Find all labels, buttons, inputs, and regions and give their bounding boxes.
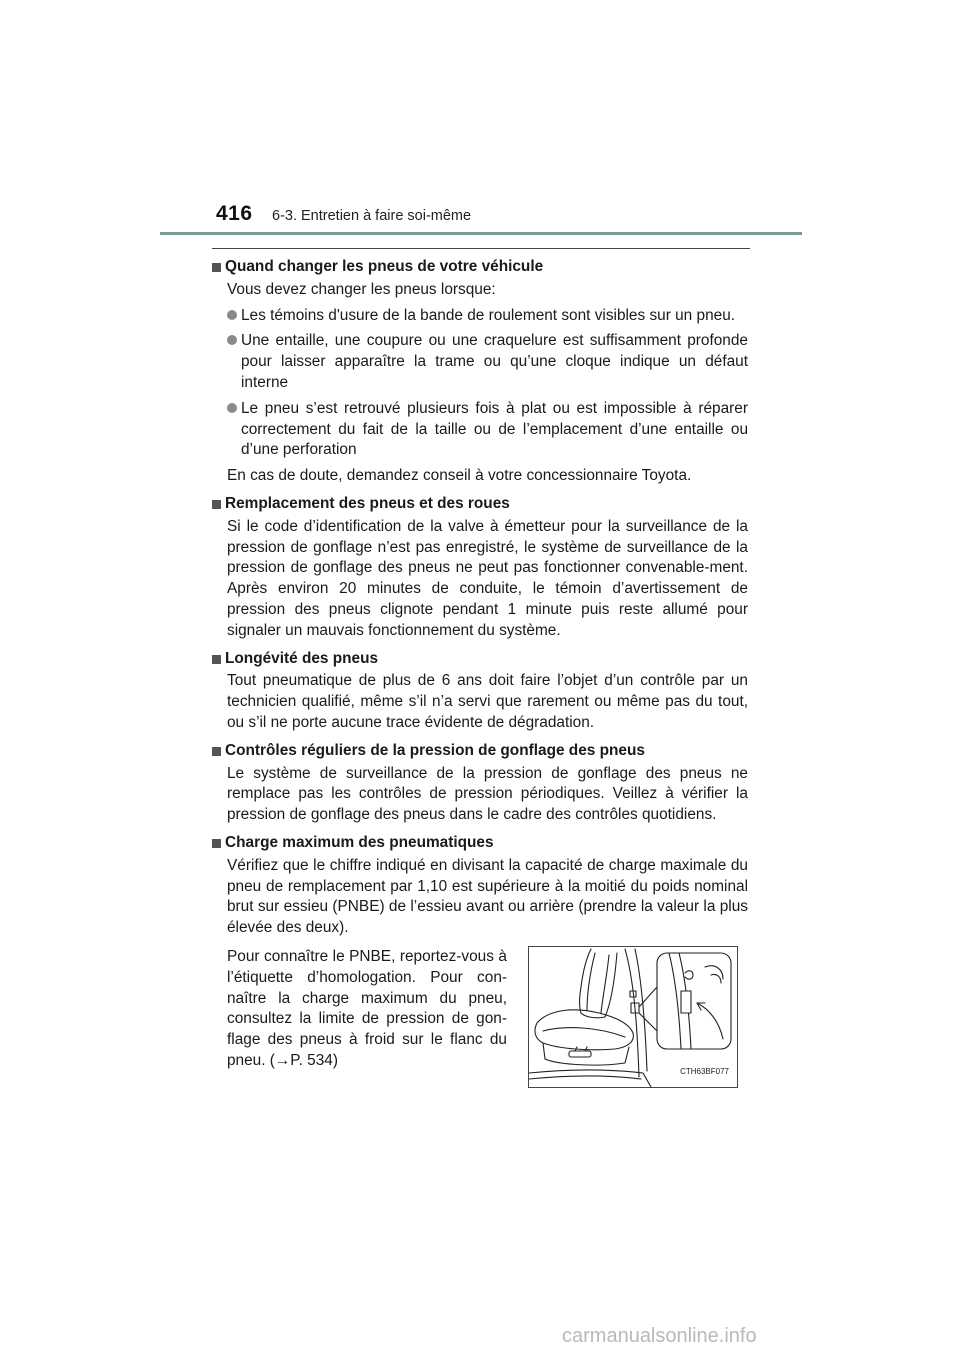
- paragraph: Vérifiez que le chiffre indiqué en divisant la capacité de charge maximale du pneu de remplacement par 1,10 est supérieure à la moitié du poids nominal brut sur essieu (PNBE) de l’essieu avant ou arrière (prendre la valeur la plus élevée des deux).: [227, 856, 748, 937]
- square-bullet-icon: [212, 655, 221, 664]
- section-title-text: Charge maximum des pneumatiques: [225, 833, 494, 851]
- certification-label-illustration: [528, 946, 738, 1088]
- square-bullet-icon: [212, 500, 221, 509]
- square-bullet-icon: [212, 839, 221, 848]
- paragraph: Tout pneumatique de plus de 6 ans doit faire l’objet d’un contrôle par un technicien qualifié, même s’il n’a servi que rarement ou même pas du tout, ou s’il ne porte aucune trace évidente de dégradation.: [227, 672, 748, 731]
- circle-bullet-icon: [227, 403, 237, 413]
- square-bullet-icon: [212, 747, 221, 756]
- section-title-text: Contrôles réguliers de la pression de gonflage des pneus: [225, 741, 645, 759]
- section-title-text: Longévité des pneus: [225, 649, 379, 667]
- bullet-item: [212, 331, 748, 393]
- bullet-text: Le pneu s’est retrouvé plusieurs fois à plat ou est impossible à réparer correctement du fait de la taille ou de l’emplacement d’une entaille ou d’une perforation: [241, 399, 748, 459]
- square-bullet-icon: [212, 263, 221, 272]
- section-title: [212, 257, 748, 278]
- page-content: [212, 254, 748, 1094]
- paragraph: Vous devez changer les pneus lorsque:: [227, 280, 496, 298]
- bullet-item: [212, 399, 748, 461]
- section-title: [212, 649, 748, 670]
- section-title: [212, 741, 748, 762]
- circle-bullet-icon: [227, 335, 237, 345]
- figure-description: Pour connaître le PNBE, reportez-vous à l’étiquette d’homologation. Pour con-naître la charge maximum du pneu, consultez la limite de pression de gon-flage des pneus à froid sur le flanc du pneu. (→P. 534): [227, 947, 507, 1069]
- circle-bullet-icon: [227, 310, 237, 320]
- section-title-text: Quand changer les pneus de votre véhicule: [225, 258, 544, 275]
- paragraph: Si le code d’identification de la valve à émetteur pour la surveillance de la pression de gonflage n’est pas enregistré, le système de surveillance de la pression de gonflage des pneus ne peut pas fonctionner convenable-ment. Après environ 20 minutes de conduite, le témoin d’avertissement de pression des pneus clignote pendant 1 minute puis reste allumé pour signaler un mauvais fonctionnement du système.: [227, 517, 748, 639]
- paragraph: En cas de doute, demandez conseil à votre concessionnaire Toyota.: [227, 467, 692, 485]
- chapter-title: 6-3. Entretien à faire soi-même: [272, 208, 472, 224]
- paragraph: Le système de surveillance de la pression de gonflage des pneus ne remplace pas les contrôles de pression périodiques. Veillez à vérifier la pression de gonflage des pneus dans le cadre des contrôles quotidiens.: [227, 764, 748, 824]
- bullet-item: [212, 306, 748, 327]
- watermark: carmanualsonline.info: [562, 1325, 757, 1347]
- page-number: 416: [216, 202, 253, 225]
- header-rule: [160, 232, 802, 235]
- page-header: [0, 0, 960, 240]
- bullet-text: Les témoins d'usure de la bande de roulement sont visibles sur un pneu.: [241, 306, 736, 324]
- content-top-rule: [212, 248, 750, 249]
- section-title: [212, 494, 748, 515]
- bullet-text: Une entaille, une coupure ou une craquelure est suffisamment profonde pour laisser apparaître la trame ou qu’une cloque indique un défaut interne: [241, 332, 748, 391]
- figure-row: [212, 944, 748, 1094]
- section-title-text: Remplacement des pneus et des roues: [225, 494, 510, 512]
- figure-code: CTH63BF077: [680, 1067, 729, 1077]
- section-title: [212, 833, 748, 854]
